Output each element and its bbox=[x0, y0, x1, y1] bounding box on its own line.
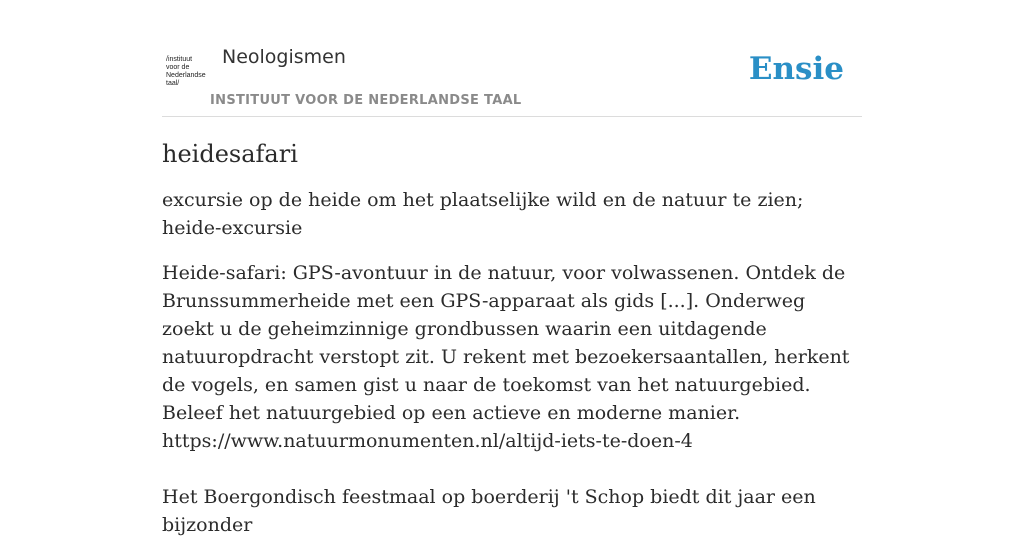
ensie-brand-link[interactable]: Ensie bbox=[748, 51, 844, 87]
site-name[interactable]: Neologismen bbox=[222, 46, 346, 68]
entry-term: heidesafari bbox=[162, 140, 298, 168]
entry-quote-2: Het Boergondisch feestmaal op boerderij 't Schop biedt dit jaar een bijzonder bbox=[162, 486, 816, 536]
entry-definition: excursie op de heide om het plaatselijke wild en de natuur te zien; heide-excursie bbox=[162, 189, 804, 239]
logo-line: /instituut bbox=[166, 56, 193, 63]
site-header bbox=[162, 40, 862, 117]
entry-quote: Heide-safari: GPS-avontuur in de natuur, voor volwassenen. Ontdek de Brunssummerheide met een GPS-apparaat als gids [...]. Onderweg zoekt u de geheimzinnige grondbussen waarin een uitdagende natuuropdracht verstopt zit. U rekent met bezoekersaantallen, herkent de vogels, en samen gist u naar de toekomst van het natuurgebied. Beleef het natuurgebied op een actieve en moderne manier. bbox=[162, 262, 850, 424]
logo-line: taal/ bbox=[166, 80, 180, 87]
logo-line: voor de bbox=[166, 64, 190, 71]
entry-content bbox=[162, 136, 862, 539]
ivdnt-logo[interactable] bbox=[166, 56, 210, 88]
institute-name: INSTITUUT VOOR DE NEDERLANDSE TAAL bbox=[210, 93, 522, 108]
logo-line: Nederlandse bbox=[166, 72, 206, 79]
entry-source: https://www.natuurmonumenten.nl/altijd-iets-te-doen-4 bbox=[162, 430, 693, 452]
